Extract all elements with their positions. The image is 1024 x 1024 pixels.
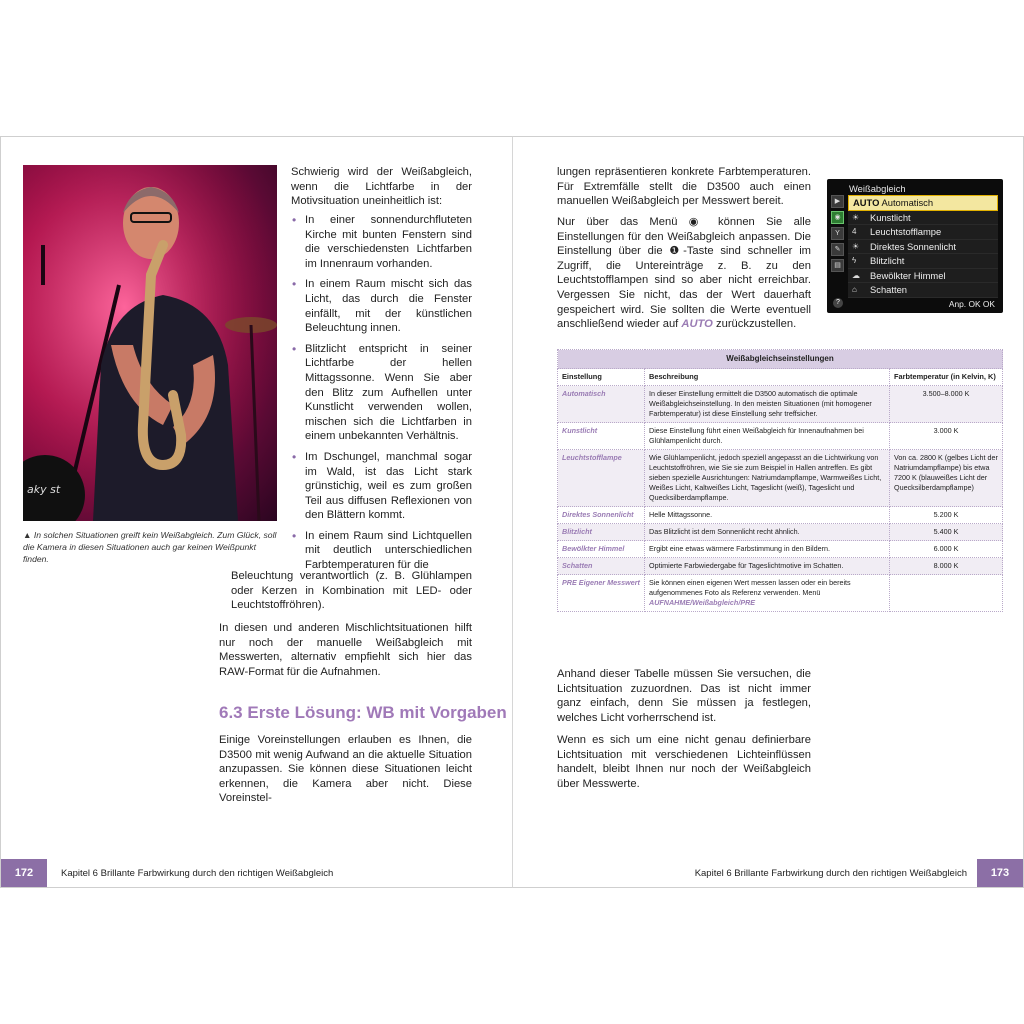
table-row: Bewölkter Himmel Ergibt eine etwas wärmere Farbstimmung in den Bildern. 6.000 K [558,541,1003,558]
chapter-title: Kapitel 6 Brillante Farbwirkung durch den richtigen Weißabgleich [694,868,967,879]
sun-icon: ☀ [852,241,860,251]
menu-paragraph [557,215,811,332]
camera-menu-item: AUTO Automatisch [848,195,998,211]
saxophone-player-photo [23,165,277,521]
table-row: Kunstlicht Diese Einstellung führt einen Weißabgleich für Innenaufnahmen bei Glühlampenlicht durch. 3.000 K [558,423,1003,450]
table-row: PRE Eigener Messwert Sie können einen eigenen Wert messen lassen oder ein bereits aufgenommenes Foto als Referenz verwenden. Menü AUFNAHME/Weißabgleich/PRE [558,575,1003,612]
table-header-row [558,369,1003,386]
page-footer [513,859,1023,887]
mixed-light-paragraph: In diesen und anderen Mischlichtsituationen hilft nur noch der manuelle Weißabgleich mit Messwerten, alternativ empfiehlt sich hier das RAW-Format für die Aufnahmen. [219,622,472,678]
table-row: Blitzlicht Das Blitzlicht ist dem Sonnenlicht recht ähnlich. 5.400 K [558,524,1003,541]
flash-icon: ϟ [852,256,857,265]
left-page [0,136,512,888]
play-icon: ▶ [831,195,844,208]
incandescent-icon: ☀ [852,212,860,222]
table-row: Schatten Optimierte Farbwiedergabe für Tageslichtmotive im Schatten. 8.000 K [558,558,1003,575]
camera-menu-item: ϟ Blitzlicht [848,254,998,269]
list-item: • Blitzlicht entspricht in seiner Lichtfarbe der hellen Mittagssonne. Wenn Sie aber den Blitz zum Aufhellen unter Kunstlicht verwenden wollen, mischen sich die Lichtfarben in einem unbekannten Verhältnis. [291,342,472,444]
camera-menu-item: ☀ Kunstlicht [848,211,998,226]
help-icon: ? [833,298,843,308]
table-row: Leuchtstofflampe Wie Glühlampenlicht, jedoch speziell angepasst an die Lichtwirkung von Leuchtstoffröhren, wie Sie sie zum Beispiel in Hallen antreffen. Es gibt sieben spezielle Ausrichtungen: Natriumdampflampe, Warmweißes Licht, Weißes Licht, Kaltweißes Licht, Tageslicht (weiß), Tageslicht und Quecksilberdampflampe. Von ca. 2800 K (gelbes Licht der Natriumdampflampe) bis etwa 7200 K (blauweißes Licht der Quecksilberdampflampe) [558,450,1003,507]
white-balance-table [557,349,1003,612]
camera-menu-item: ☁ Bewölkter Himmel [848,269,998,284]
svg-text:aky st: aky st [27,483,61,496]
table-paragraph: Anhand dieser Tabelle müssen Sie versuchen, die Lichtsituation zuzuordnen. Das ist nicht immer ganz einfach, denn Sie müssen ja festlegen, welches Licht vorherrschend ist. [557,668,811,724]
shade-icon: ⌂ [852,285,857,294]
photo-illustration [23,165,277,521]
table-row: Automatisch In dieser Einstellung ermittelt die D3500 automatisch die optimale Weißabgleichseinstellung. In den meisten Situationen (mit homogener Farbtemperatur) ist diese Einstellung sehr treffsicher. 3.500–8.000 K [558,386,1003,423]
list-item: • Im Dschungel, manchmal sogar im Wald, ist das Licht stark grünstichig, weil es zum großen Teil aus diffusen Reflexionen von den Blättern kommt. [291,450,472,523]
fluorescent-icon: 4 [852,227,857,236]
column-header: Beschreibung [645,369,890,386]
table-row: Direktes Sonnenlicht Helle Mittagssonne. 5.200 K [558,507,1003,524]
camera-menu-sidebar [831,193,845,275]
camera-menu-title: Weißabgleich [849,183,906,194]
list-item: • In einem Raum mischt sich das Licht, das durch die Fenster einfällt, mit der künstlichen Beleuchtung innen. [291,277,472,335]
menu-paragraph-text: Nur über das Menü ◉ können Sie alle Einstellungen für den Weißabgleich anpassen. Die Einstellung über die ❶-Taste sind schneller im Zugriff, die Untereinträge z. B. zu den Leuchtstofflampen sind so aber nicht erreichbar. Vergessen Sie nicht, das der Wert dauerhaft gespeichert wird. Sie sollten die Werte eventuell anschließend wieder auf [557,216,811,331]
list-item: • In einem Raum sind Lichtquellen mit deutlich unterschiedlichen Farbtemperaturen für die [291,529,472,573]
camera-menu-item: ☀ Direktes Sonnenlicht [848,240,998,255]
column-header: Einstellung [558,369,645,386]
auto-term: AUTO [681,318,713,331]
mixed-light-list [291,213,472,579]
column-header: Farbtemperatur (in Kelvin, K) [890,369,1003,386]
section-heading: 6.3 Erste Lösung: WB mit Vorgaben [219,703,507,722]
camera-icon: ◉ [831,211,844,224]
intro-paragraph: Schwierig wird der Weißabgleich, wenn die Lichtfarbe in der Motivsituation uneinheitlich ist: [291,166,472,208]
cloud-icon: ☁ [852,270,860,280]
camera-menu-list [848,195,998,298]
photo-caption: ▲ In solchen Situationen greift kein Weißabgleich. Zum Glück, soll die Kamera in diesen Situationen auch gar keinen Weißpunkt finden. [23,530,277,564]
page-number: 173 [977,859,1023,887]
recent-settings-icon: ▤ [831,259,844,272]
camera-menu-screenshot [827,179,1003,313]
wrench-icon: Y [831,227,844,240]
camera-menu-hint: Anp. OK OK [948,299,995,309]
page-footer [1,859,512,887]
measurement-paragraph: Wenn es sich um eine nicht genau definierbare Lichtsituation mit verschiedenen Lichteinflüssen handelt, bleibt Ihnen nur noch der Weißabgleich über Messwerte. [557,734,811,790]
list-item: • In einer sonnendurchfluteten Kirche mit bunten Fenstern sind die verschiedensten Lichtfarben im Innenraum vorhanden. [291,213,472,271]
list-item-continuation: Beleuchtung verantwortlich (z. B. Glühlampen oder Kerzen in Kombination mit LED- oder Leuchtstoffröhren). [231,570,472,612]
retouch-icon: ✎ [831,243,844,256]
right-page [512,136,1024,888]
paragraph-continuation: lungen repräsentieren konkrete Farbtemperaturen. Für Extremfälle stellt die D3500 auch einen manuellen Weißabgleich per Messwert bereit. [557,166,811,208]
page-number: 172 [1,859,47,887]
camera-menu-item: 4 Leuchtstofflampe [848,225,998,240]
table-title: Weißabgleichseinstellungen [558,350,1003,369]
menu-paragraph-end: zurückzustellen. [712,318,797,331]
camera-menu-item: ⌂ Schatten [848,283,998,298]
section-paragraph: Einige Voreinstellungen erlauben es Ihnen, die D3500 mit wenig Aufwand an die aktuelle Situation anzupassen. Sie können diese Situationen leicht erkennen, die Kamera aber nicht. Diese Voreinstel- [219,734,472,805]
chapter-title: Kapitel 6 Brillante Farbwirkung durch den richtigen Weißabgleich [61,868,334,879]
